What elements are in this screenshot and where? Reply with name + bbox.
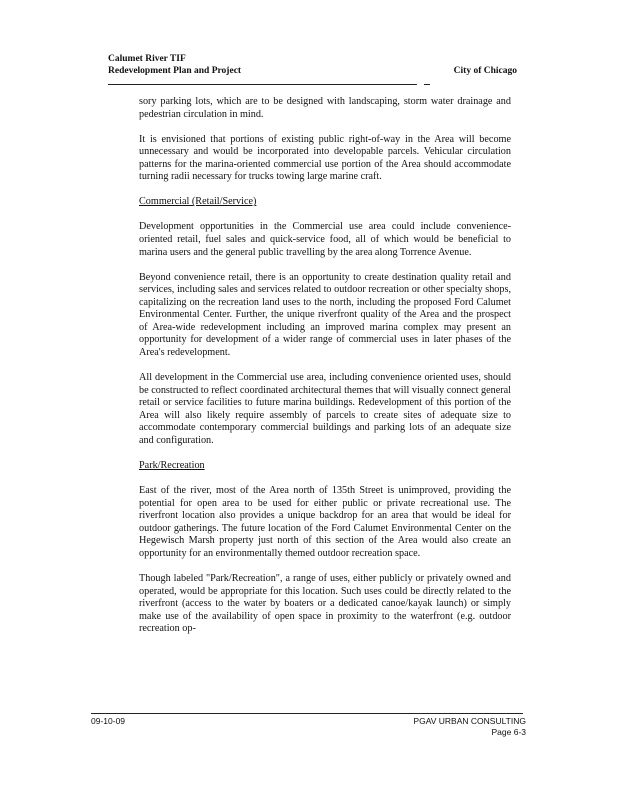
section-heading-commercial: Commercial (Retail/Service) (139, 196, 257, 208)
header-subtitle: Redevelopment Plan and Project (108, 66, 242, 76)
section-heading-park: Park/Recreation (139, 460, 205, 471)
paragraph: East of the river, most of the Area north of 135th Street is unimproved, providing the potential for open area to be used for either public or private recreational use. The riverfront location also provides a unique backdrop for an area that would be ideal for outdoor gatherings. The future location of the Ford Calumet Environmental Center on the Hegewisch Marsh property just north of this section of the Area would also create an opportunity for an environmentally themed outdoor recreation space. (139, 484, 511, 559)
paragraph: sory parking lots, which are to be designed with landscaping, storm water drainage and pedestrian circulation in mind. (139, 96, 511, 120)
paragraph: Development opportunities in the Commercial use area could include convenience-oriented retail, fuel sales and quick-service food, all of which would be beneficial to marina users and the general public travelling by the area along Torrence Avenue. (139, 221, 511, 258)
footer-right (413, 716, 526, 738)
footer-page-number: Page 6-3 (491, 727, 526, 737)
footer-date: 09-10-09 (91, 716, 126, 726)
footer-firm: PGAV URBAN CONSULTING (413, 716, 526, 726)
paragraph: All development in the Commercial use area, including convenience oriented uses, should be constructed to reflect coordinated architectural themes that will visually connect general retail or service facilities to future marina buildings. Redevelopment of this portion of the Area will also likely require assembly of parcels to create sites of adequate size to accommodate contemporary commercial buildings and parking lots of an adequate size and configuration. (139, 372, 511, 447)
header-title: Calumet River TIF (108, 54, 186, 64)
header-city: City of Chicago (453, 66, 517, 76)
page-header (108, 53, 517, 77)
paragraph: Though labeled "Park/Recreation", a range of uses, either publicly or privately owned and operated, would be appropriate for this location. Such uses could be directly related to the riverfront (access to the water by boaters or a dedicated canoe/kayak launch) or simply make use of the availability of open space in proximity to the waterfront (e.g. outdoor recreation op- (139, 572, 511, 635)
header-dash (424, 84, 430, 85)
paragraph: It is envisioned that portions of existing public right-of-way in the Area will become unnecessary and would be incorporated into developable parcels. Vehicular circulation patterns for the marina-oriented commercial use portion of the Area should accommodate turning radii necessary for trucks towing large marine craft. (139, 133, 511, 183)
footer-rule (91, 713, 523, 714)
header-rule (108, 84, 417, 85)
document-body (139, 96, 511, 648)
paragraph: Beyond convenience retail, there is an opportunity to create destination quality retail and services, including sales and services related to outdoor recreation or other specialty shops, capitalizing on the recreation land uses to the north, including the proposed Ford Calumet Environmental Center. Further, the unique riverfront quality of the Area and the prospect of Area-wide redevelopment including an improved marina complex may present an opportunity for development of a wider range of commercial uses in later phases of the Area's redevelopment. (139, 271, 511, 359)
